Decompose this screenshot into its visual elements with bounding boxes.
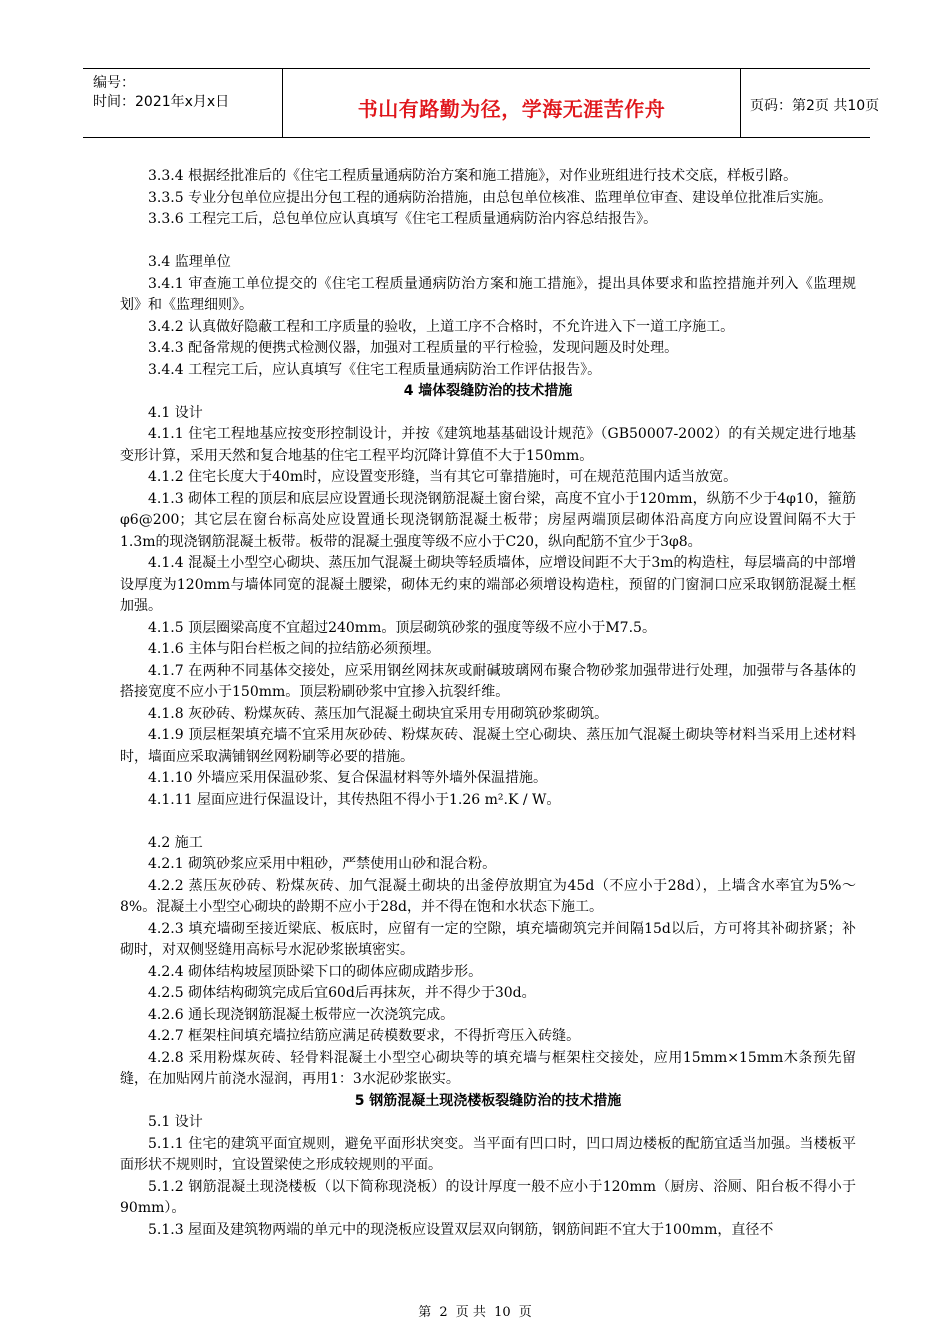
body-paragraph: 4.2.4 砌体结构坡屋顶卧梁下口的砌体应砌成踏步形。 bbox=[148, 963, 483, 980]
body-paragraph: 4.1.2 住宅长度大于40m时，应设置变形缝，当有其它可靠措施时，可在规范范围内适当放宽。 bbox=[148, 469, 738, 485]
body-paragraph: 3.3.4 根据经批准后的《住宅工程质量通病防治方案和施工措施》，对作业班组进行技术交底，样板引路。 bbox=[148, 168, 798, 184]
document-date-label: 时间：2021年x月x日 bbox=[93, 94, 230, 110]
body-paragraph: 4.2.7 框架柱间填充墙拉结筋应满足砖模数要求，不得折弯压入砖缝。 bbox=[148, 1028, 581, 1044]
body-paragraph: 3.4 监理单位 bbox=[148, 254, 231, 270]
body-paragraph: 4.1.9 顶层框架填充墙不宜采用灰砂砖、粉煤灰砖、混凝土空心砌块、蒸压加气混凝土砌块等材料当采用上述材料时，墙面应采取满铺钢丝网粉刷等必要的措施。 bbox=[120, 727, 856, 765]
page-header bbox=[83, 68, 880, 138]
header-page-info: 页码：第2页 共10页 bbox=[750, 98, 880, 114]
body-paragraph: 4.1.11 屋面应进行保温设计，其传热阻不得小于1.26 m².K / W。 bbox=[148, 791, 561, 808]
body-paragraph: 5.1.2 钢筋混凝土现浇楼板（以下简称现浇板）的设计厚度一般不应小于120mm（厨房、浴厕、阳台板不得小于90mm）。 bbox=[120, 1178, 856, 1216]
paragraph-spacer bbox=[120, 811, 856, 833]
body-paragraph: 4.1.10 外墙应采用保温砂浆、复合保温材料等外墙外保温措施。 bbox=[148, 770, 547, 786]
footer-total-pages: 10 bbox=[494, 1305, 511, 1320]
body-paragraph: 4.1 设计 bbox=[148, 404, 203, 421]
body-paragraph: 4.1.5 顶层圈梁高度不宜超过240mm。顶层砌筑砂浆的强度等级不应小于M7.5。 bbox=[148, 619, 656, 636]
body-paragraph: 4.2.1 砌筑砂浆应采用中粗砂，严禁使用山砂和混合粉。 bbox=[148, 856, 497, 872]
footer-middle: 页 共 bbox=[455, 1305, 486, 1320]
body-paragraph: 3.4.4 工程完工后，应认真填写《住宅工程质量通病防治工作评估报告》。 bbox=[148, 361, 602, 378]
body-paragraph: 3.4.2 认真做好隐蔽工程和工序质量的验收，上道工序不合格时，不允许进入下一道工序施工。 bbox=[148, 318, 735, 335]
body-paragraph: 3.4.3 配备常规的便携式检测仪器，加强对工程质量的平行检验，发现问题及时处理。 bbox=[148, 340, 679, 356]
body-paragraph: 4.2 施工 bbox=[148, 834, 203, 851]
header-page-cell bbox=[740, 69, 880, 137]
header-motto: 书山有路勤为径，学海无涯苦作舟 bbox=[357, 97, 666, 121]
body-paragraph: 4.1.1 住宅工程地基应按变形控制设计，并按《建筑地基基础设计规范》（GB50007-2002）的有关规定进行地基变形计算，采用天然和复合地基的住宅工程平均沉降计算值不大于150mm。 bbox=[120, 426, 856, 464]
body-paragraph: 4.2.5 砌体结构砌筑完成后宜60d后再抹灰，并不得少于30d。 bbox=[148, 985, 536, 1001]
body-paragraph: 4.2.8 采用粉煤灰砖、轻骨料混凝土小型空心砌块等的填充墙与框架柱交接处，应用15mm×15mm木条预先留缝，在加贴网片前浇水湿润，再用1：3水泥砂浆嵌实。 bbox=[120, 1049, 856, 1087]
section-heading: 5 钢筋混凝土现浇楼板裂缝防治的技术措施 bbox=[354, 1092, 622, 1109]
body-paragraph: 5.1.1 住宅的建筑平面宜规则，避免平面形状突变。当平面有凹口时，凹口周边楼板的配筋宜适当加强。当楼板平面形状不规则时，宜设置梁使之形成较规则的平面。 bbox=[120, 1135, 856, 1173]
document-body bbox=[120, 166, 856, 1241]
body-paragraph: 4.2.2 蒸压灰砂砖、粉煤灰砖、加气混凝土砌块的出釜停放期宜为45d（不应小于28d），上墙含水率宜为5%～8%。混凝土小型空心砌块的龄期不应小于28d，并不得在饱和水状态下施工。 bbox=[120, 877, 856, 915]
body-paragraph: 4.1.8 灰砂砖、粉煤灰砖、蒸压加气混凝土砌块宜采用专用砌筑砂浆砌筑。 bbox=[148, 705, 609, 722]
body-paragraph: 4.1.3 砌体工程的顶层和底层应设置通长现浇钢筋混凝土窗台梁，高度不宜小于120mm，纵筋不少于4φ10，箍筋φ6@200；其它层在窗台标高处应设置通长现浇钢筋混凝土板带；房屋两端顶层砌体沿高度方向应设置间隔不大于1.3m的现浇钢筋混凝土板带。板带的混凝土强度等级不应小于C20，纵向配筋不宜少于3φ8。 bbox=[120, 490, 856, 550]
page-footer bbox=[0, 1301, 950, 1320]
header-motto-cell bbox=[282, 69, 741, 137]
body-paragraph: 4.1.7 在两种不同基体交接处，应采用钢丝网抹灰或耐碱玻璃网布聚合物砂浆加强带进行处理，加强带与各基体的搭接宽度不应小于150mm。顶层粉刷砂浆中宜掺入抗裂纤维。 bbox=[120, 662, 856, 700]
body-paragraph: 5.1.3 屋面及建筑物两端的单元中的现浇板应设置双层双向钢筋，钢筋间距不宜大于100mm，直径不 bbox=[148, 1221, 774, 1238]
paragraph-spacer bbox=[120, 231, 856, 253]
body-paragraph: 4.1.6 主体与阳台栏板之间的拉结筋必须预埋。 bbox=[148, 641, 441, 657]
section-heading: 4 墙体裂缝防治的技术措施 bbox=[403, 383, 573, 399]
footer-suffix: 页 bbox=[518, 1305, 532, 1320]
body-paragraph: 4.1.4 混凝土小型空心砌块、蒸压加气混凝土砌块等轻质墙体，应增设间距不大于3m的构造柱，每层墙高的中部增设厚度为120mm与墙体同宽的混凝土腰梁，砌体无约束的端部必须增设构造柱，预留的门窗洞口应采取钢筋混凝土框加强。 bbox=[120, 555, 856, 614]
body-paragraph: 4.2.3 填充墙砌至接近梁底、板底时，应留有一定的空隙，填充墙砌筑完并间隔15d以后，方可将其补砌挤紧；补砌时，对双侧竖缝用高标号水泥砂浆嵌填密实。 bbox=[120, 920, 856, 958]
body-paragraph: 3.4.1 审查施工单位提交的《住宅工程质量通病防治方案和施工措施》，提出具体要求和监控措施并列入《监理规划》和《监理细则》。 bbox=[120, 275, 856, 313]
footer-prefix: 第 bbox=[418, 1305, 432, 1320]
document-number-label: 编号： bbox=[93, 75, 135, 91]
footer-page-number: 2 bbox=[439, 1305, 448, 1320]
body-paragraph: 5.1 设计 bbox=[148, 1114, 203, 1130]
body-paragraph: 3.3.6 工程完工后，总包单位应认真填写《住宅工程质量通病防治内容总结报告》。 bbox=[148, 211, 658, 227]
header-meta-cell bbox=[83, 69, 282, 137]
body-paragraph: 3.3.5 专业分包单位应提出分包工程的通病防治措施，由总包单位核准、监理单位审查、建设单位批准后实施。 bbox=[148, 189, 833, 206]
body-paragraph: 4.2.6 通长现浇钢筋混凝土板带应一次浇筑完成。 bbox=[148, 1006, 455, 1023]
